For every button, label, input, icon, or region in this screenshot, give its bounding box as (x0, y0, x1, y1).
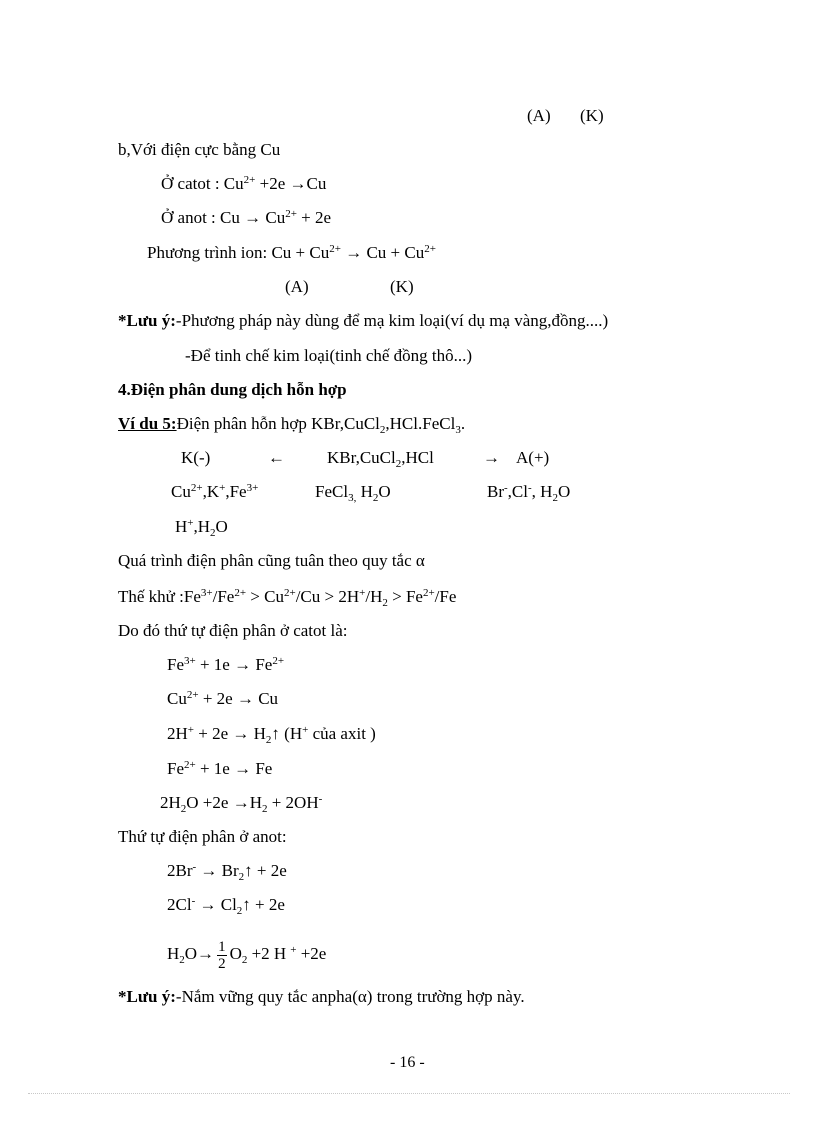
anode-step-3: $H_2O\to$ $\frac{1}{2}$ $O_2 +2$ H + +2e (167, 938, 327, 972)
left-arrow: ← (268, 448, 285, 467)
ionic-equation: Phương trình ion: $Cu + Cu^{2+} \to Cu + Cu^{2+}$ (147, 243, 436, 262)
reduction-potential-order: Thế khử $:Fe^{3+}/Fe^{2+} > Cu^{2+}/Cu > 2H^+/H_2 > Fe^{2+}/Fe$ (118, 587, 457, 609)
cathode-species: $Cu^{2+},K^+,Fe^{3+}$ (171, 482, 259, 501)
subsection-title: b,Với điện cực bằng Cu (118, 140, 281, 159)
cathode-order-heading: Do đó thứ tự điện phân ở catot là: (118, 621, 348, 640)
cathode-step-4: $Fe^{2+} + 1e \to Fe$ (167, 759, 273, 778)
page-number: - 16 - (390, 1054, 425, 1071)
anode-step-2: $2Cl^- \to Cl_2↑ + 2e$ (167, 895, 285, 917)
note-2: *Lưu ý:-Nắm vững quy tắc anpha(α) trong trường hợp này. (118, 987, 525, 1006)
electrode-label-anode: (A) (527, 106, 551, 125)
ionic-label-cathode: (K) (390, 277, 414, 296)
anode-species: Br-,Cl-, $H_2O$ (487, 482, 571, 504)
right-arrow: → (483, 448, 500, 467)
scheme-cathode: K(-) (181, 448, 211, 467)
cathode-step-1: $Fe^{3+} + 1e \to Fe^{2+}$ (167, 655, 285, 674)
anode-equation: Ở anot : $Cu \to Cu^{2+} + 2e$ (161, 208, 332, 227)
scheme-anode: A(+) (516, 448, 550, 467)
cathode-species-extra: $H^+,H_2O$ (175, 517, 228, 539)
section-heading: 4.Điện phân dung dịch hỗn hợp (118, 380, 347, 399)
cathode-step-2: $Cu^{2+} + 2e \to Cu$ (167, 689, 279, 708)
cathode-step-3: $2H^+ + 2e \to H_2↑$ (H+ của axit ) (167, 724, 376, 746)
scheme-mixture: KBr,CuCl$_2$,HCl (327, 448, 434, 470)
anode-order-heading: Thứ tự điện phân ở anot: (118, 827, 287, 846)
cathode-equation: Ở catot : $Cu^{2+} +2e \to Cu$ (161, 174, 327, 193)
fraction-one-half: $\frac{1}{2}$ (218, 938, 226, 972)
solution-species: FeCl$_{3,}$ $H_2O$ (315, 482, 391, 504)
electrode-label-cathode: (K) (580, 106, 604, 125)
cathode-step-5: $2H_2O +2e \to H_2 + 2OH^-$ (160, 793, 323, 815)
anode-step-1: $2Br^- \to Br_2↑ + 2e$ (167, 861, 287, 883)
note-1-continued: -Để tinh chế kim loại(tinh chế đồng thô...) (185, 346, 473, 365)
page-bottom-divider (28, 1093, 790, 1094)
note-1: *Lưu ý:-Phương pháp này dùng để mạ kim loại(ví dụ mạ vàng,đồng....) (118, 311, 609, 330)
rule-statement: Quá trình điện phân cũng tuân theo quy tắc α (118, 551, 425, 570)
ionic-label-anode: (A) (285, 277, 309, 296)
example-5: Ví du 5:Điện phân hỗn hợp KBr,CuCl$_2$,HCl.FeCl$_3$. (118, 414, 466, 436)
